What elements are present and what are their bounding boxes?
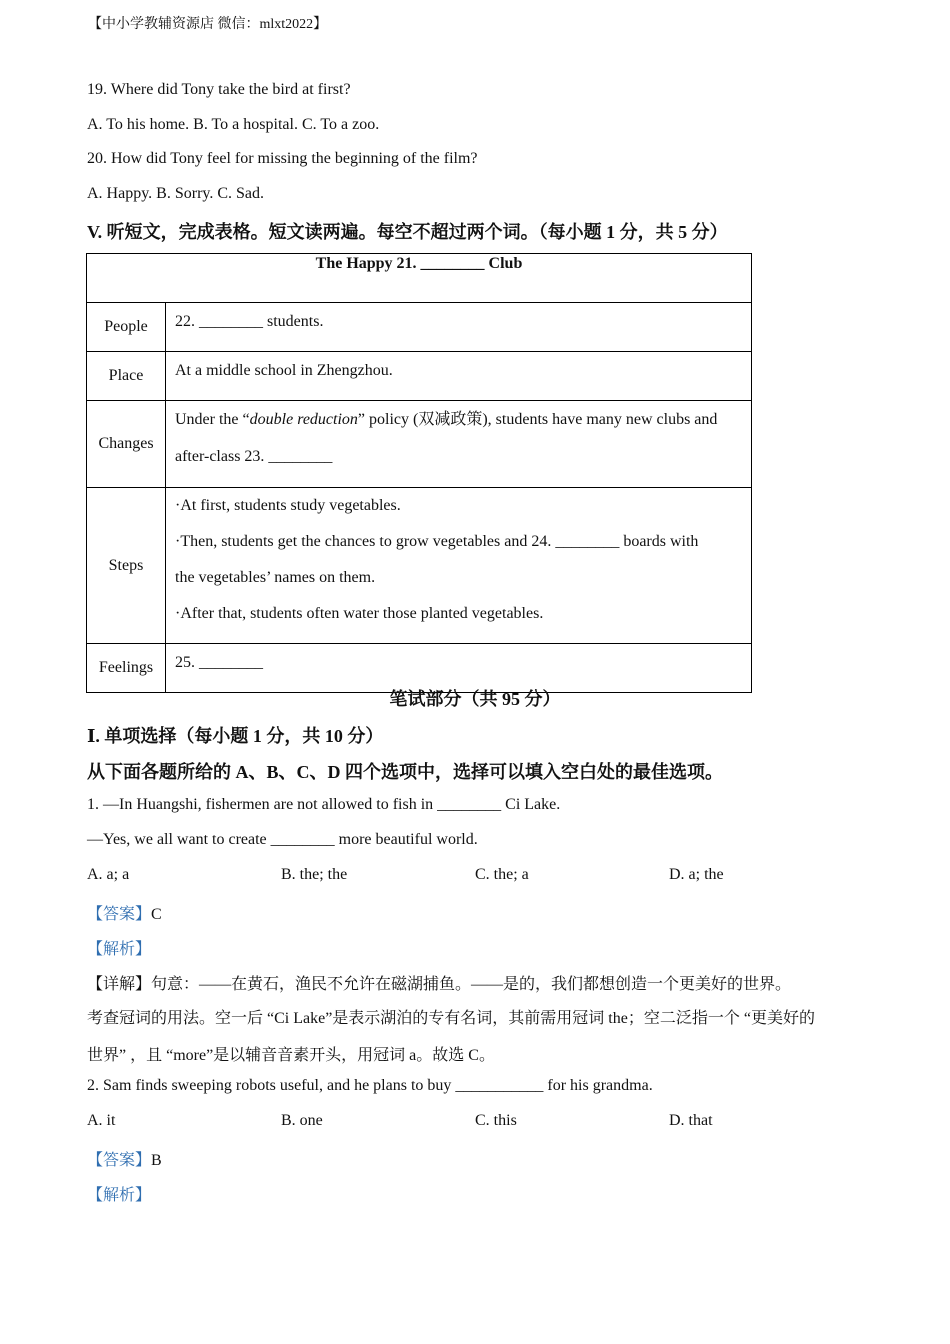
table-value-steps bbox=[166, 488, 752, 644]
q2-option-a: A. it bbox=[87, 1112, 116, 1129]
q2-answer-value: B bbox=[151, 1152, 162, 1169]
section-5-title: V. 听短文，完成表格。短文读两遍。每空不超过两个词。（每小题 1 分，共 5 分） bbox=[87, 222, 728, 242]
steps-line-4: ·After that, students often water those planted vegetables. bbox=[175, 605, 544, 622]
q2-analysis-label: 【解析】 bbox=[87, 1187, 152, 1204]
listening-table bbox=[86, 253, 752, 693]
changes-post: ” policy (双减政策), students have many new clubs and bbox=[357, 411, 718, 428]
q1-line-2: —Yes, we all want to create ________ more beautiful world. bbox=[87, 831, 478, 848]
q2-option-b: B. one bbox=[281, 1112, 323, 1129]
table-value-people: 22. ________ students. bbox=[166, 303, 752, 352]
q1-option-c: C. the; a bbox=[475, 866, 529, 883]
q1-line-1: 1. —In Huangshi, fishermen are not allowed to fish in ________ Ci Lake. bbox=[87, 796, 561, 813]
changes-pre: Under the “ bbox=[175, 411, 250, 428]
table-title: The Happy 21. ________ Club bbox=[87, 254, 752, 303]
question-20-options: A. Happy. B. Sorry. C. Sad. bbox=[87, 185, 265, 202]
changes-line-2: after-class 23. ________ bbox=[175, 448, 333, 465]
q1-answer-label: 【答案】 bbox=[87, 906, 152, 923]
table-value-changes bbox=[166, 401, 752, 488]
table-value-feelings: 25. ________ bbox=[166, 644, 752, 693]
q2-answer bbox=[87, 1147, 162, 1170]
table-value-place: At a middle school in Zhengzhou. bbox=[166, 352, 752, 401]
section-1-title: Ⅰ. 单项选择（每小题 1 分，共 10 分） bbox=[87, 726, 384, 746]
question-20: 20. How did Tony feel for missing the beginning of the film? bbox=[87, 150, 478, 167]
question-19-options: A. To his home. B. To a hospital. C. To a zoo. bbox=[87, 116, 380, 133]
table-label-steps: Steps bbox=[87, 488, 166, 644]
q2-answer-label: 【答案】 bbox=[87, 1152, 152, 1169]
written-part-title: 笔试部分（共 95 分） bbox=[389, 689, 561, 709]
q1-explain-2: 世界” ，且 “more”是以辅音音素开头，用冠词 a。故选 C。 bbox=[87, 1047, 495, 1064]
q1-detail: 【详解】句意：——在黄石，渔民不允许在磁湖捕鱼。——是的，我们都想创造一个更美好的世界。 bbox=[87, 976, 792, 993]
steps-line-1: ·At first, students study vegetables. bbox=[175, 497, 401, 514]
q1-option-b: B. the; the bbox=[281, 866, 348, 883]
q1-option-a: A. a; a bbox=[87, 866, 130, 883]
q2-option-d: D. that bbox=[669, 1112, 713, 1129]
q1-option-d: D. a; the bbox=[669, 866, 724, 883]
table-label-feelings: Feelings bbox=[87, 644, 166, 693]
changes-italic: double reduction bbox=[249, 411, 358, 428]
q1-answer bbox=[87, 901, 162, 924]
question-19: 19. Where did Tony take the bird at first? bbox=[87, 81, 351, 98]
q1-answer-value: C bbox=[151, 906, 162, 923]
table-label-people: People bbox=[87, 303, 166, 352]
steps-line-2: ·Then, students get the chances to grow vegetables and 24. ________ boards with bbox=[175, 533, 699, 550]
q2-line-1: 2. Sam finds sweeping robots useful, and he plans to buy ___________ for his grandma. bbox=[87, 1077, 653, 1094]
header-banner: 【中小学教辅资源店 微信：mlxt2022】 bbox=[88, 17, 328, 32]
q1-analysis-label: 【解析】 bbox=[87, 941, 152, 958]
changes-line-1 bbox=[175, 401, 742, 438]
q1-explain-1: 考查冠词的用法。空一后 “Ci Lake”是表示湖泊的专有名词，其前需用冠词 the；空二泛指一个 “更美好的 bbox=[87, 1010, 815, 1027]
table-label-place: Place bbox=[87, 352, 166, 401]
section-1-instructions: 从下面各题所给的 A、B、C、D 四个选项中，选择可以填入空白处的最佳选项。 bbox=[87, 762, 723, 782]
q2-option-c: C. this bbox=[475, 1112, 517, 1129]
steps-line-3: the vegetables’ names on them. bbox=[175, 569, 376, 586]
table-label-changes: Changes bbox=[87, 401, 166, 488]
